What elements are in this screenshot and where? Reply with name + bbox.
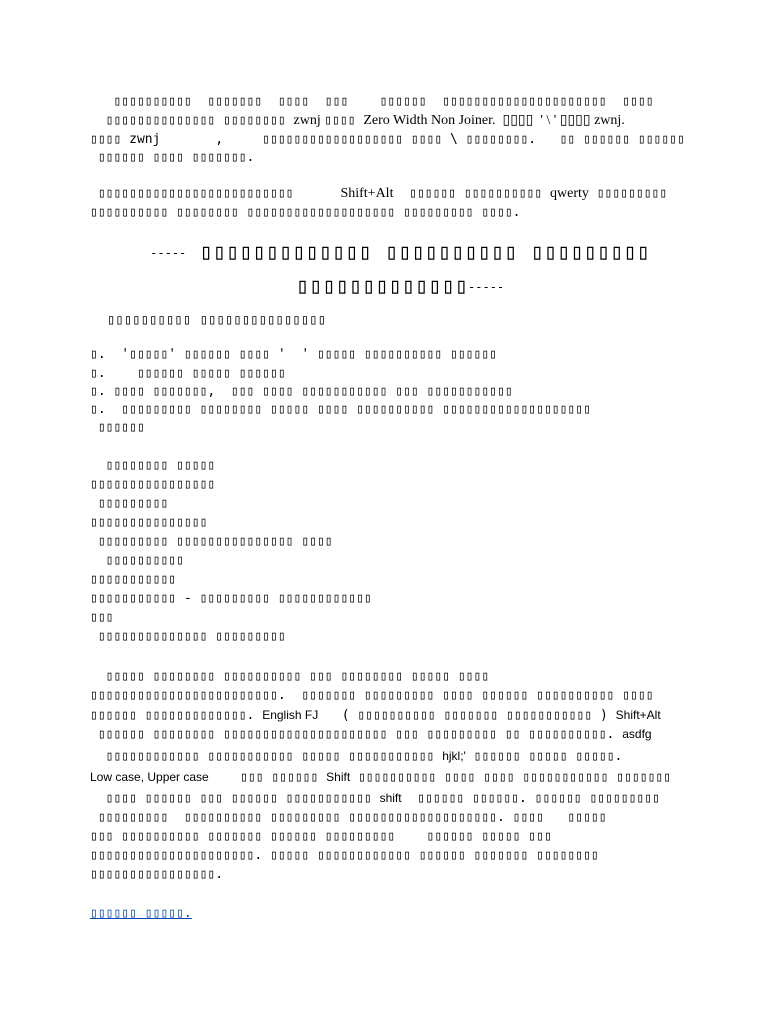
word-item: ▯▯▯▯▯▯▯▯▯▯▯▯▯▯▯▯ (90, 477, 216, 492)
shift-line-1 (90, 186, 667, 202)
heading-line-2: ▯▯▯▯▯▯▯▯▯▯▯▯▯ (295, 274, 469, 299)
para-line-6-text: ▯▯▯ ▯▯▯▯▯▯ (208, 770, 327, 785)
heading-dash-right: ----- (468, 280, 505, 294)
shift-lower-label: shift (379, 791, 402, 805)
para-line-7 (90, 790, 660, 807)
para-line-10: ▯▯▯▯▯▯▯▯▯▯▯▯▯▯▯▯▯▯▯▯▯. ▯▯▯▯▯ ▯▯▯▯▯▯▯▯▯▯▯▯ ▯▯▯▯▯▯ ▯▯▯▯▯▯▯ ▯▯▯▯▯▯▯▯ (90, 848, 599, 863)
word-item: ▯▯▯▯▯▯▯▯▯ (90, 496, 169, 511)
para-line-3-text-b: ( ▯▯▯▯▯▯▯▯▯▯ ▯▯▯▯▯▯▯ ▯▯▯▯▯▯▯▯▯▯▯ ) (318, 708, 616, 723)
english-fj-label: English FJ (262, 708, 319, 722)
shift-line-1-text-b: ▯▯▯▯▯▯ ▯▯▯▯▯▯▯▯▯▯ (393, 186, 551, 201)
para-line-4-text: ▯▯▯▯▯▯ ▯▯▯▯▯▯▯▯ ▯▯▯▯▯▯▯▯▯▯▯▯▯▯▯▯▯▯▯▯▯ ▯▯▯ ▯▯▯▯▯▯▯▯▯ ▯▯ ▯▯▯▯▯▯▯▯▯▯. (90, 727, 623, 742)
para-line-4 (90, 726, 652, 743)
shift-key-label: Shift (326, 770, 351, 784)
intro-line-1: ▯▯▯▯▯▯▯▯▯▯ ▯▯▯▯▯▯▯ ▯▯▯▯ ▯▯▯ ▯▯▯▯▯▯ ▯▯▯▯▯▯▯▯▯▯▯▯▯▯▯▯▯▯▯▯▯ ▯▯▯▯ (90, 94, 654, 109)
intro-line-2-text: ▯▯▯▯▯▯▯▯▯▯▯▯▯▯ ▯▯▯▯▯▯▯▯ (90, 113, 294, 128)
word-item: ▯▯▯▯▯▯▯▯▯▯▯▯▯▯▯ (90, 515, 208, 530)
para-line-6 (90, 769, 671, 786)
para-line-2: ▯▯▯▯▯▯▯▯▯▯▯▯▯▯▯▯▯▯▯▯▯▯▯▯. ▯▯▯▯▯▯▯ ▯▯▯▯▯▯▯▯▯ ▯▯▯▯ ▯▯▯▯▯▯ ▯▯▯▯▯▯▯▯▯▯ ▯▯▯▯ (90, 688, 654, 703)
para-line-1: ▯▯▯▯▯ ▯▯▯▯▯▯▯▯ ▯▯▯▯▯▯▯▯▯▯ ▯▯▯ ▯▯▯▯▯▯▯▯ ▯▯▯▯▯ ▯▯▯▯ (90, 669, 490, 684)
subheading: ▯▯▯▯▯▯▯▯▯▯ ▯▯▯▯▯▯▯▯▯▯▯▯▯▯▯ (90, 312, 327, 328)
list-item: ▯. ▯▯▯▯ ▯▯▯▯▯▯▯, ▯▯▯ ▯▯▯▯ ▯▯▯▯▯▯▯▯▯▯▯ ▯▯▯ ▯▯▯▯▯▯▯▯▯▯▯ (90, 384, 513, 399)
para-line-9: ▯▯▯ ▯▯▯▯▯▯▯▯▯▯ ▯▯▯▯▯▯▯ ▯▯▯▯▯▯ ▯▯▯▯▯▯▯▯▯ ▯▯▯▯▯▯ ▯▯▯▯▯ ▯▯▯ (90, 829, 552, 844)
para-line-8: ▯▯▯▯▯▯▯▯▯ ▯▯▯▯▯▯▯▯▯▯ ▯▯▯▯▯▯▯▯▯ ▯▯▯▯▯▯▯▯▯▯▯▯▯▯▯▯▯▯▯. ▯▯▯▯ ▯▯▯▯▯ (90, 810, 607, 825)
asdfg-keys: asdfg (622, 727, 652, 741)
para-line-5 (90, 748, 622, 765)
word-item: ▯▯▯▯▯▯▯▯▯▯▯ - ▯▯▯▯▯▯▯▯▯ ▯▯▯▯▯▯▯▯▯▯▯▯ (90, 591, 372, 606)
shift-line-1-text-c: ▯▯▯▯▯▯▯▯▯ (588, 186, 668, 201)
para-line-3-text: ▯▯▯▯▯▯ ▯▯▯▯▯▯▯▯▯▯▯▯▯. (90, 708, 263, 723)
para-line-11: ▯▯▯▯▯▯▯▯▯▯▯▯▯▯▯▯. (90, 867, 224, 882)
word-item: ▯▯▯ (90, 610, 114, 625)
shift-line-2: ▯▯▯▯▯▯▯▯▯▯ ▯▯▯▯▯▯▯▯ ▯▯▯▯▯▯▯▯▯▯▯▯▯▯▯▯▯▯▯ ▯▯▯▯▯▯▯▯▯ ▯▯▯▯. (90, 205, 521, 220)
para-line-7-text: ▯▯▯▯ ▯▯▯▯▯▯ ▯▯▯ ▯▯▯▯▯▯ ▯▯▯▯▯▯▯▯▯▯▯ (90, 791, 380, 806)
para-line-3 (90, 707, 661, 724)
heading-line-1: ▯▯▯▯▯▯▯▯▯▯▯▯▯ ▯▯▯▯▯▯▯▯▯▯ ▯▯▯▯▯▯▯▯▯ (199, 240, 650, 265)
word-item: ▯▯▯▯▯▯▯▯▯▯ (90, 553, 184, 568)
word-item: ▯▯▯▯▯▯▯▯▯▯▯▯▯▯ ▯▯▯▯▯▯▯▯▯ (90, 629, 286, 644)
para-line-7-text-b: ▯▯▯▯▯▯ ▯▯▯▯▯▯. ▯▯▯▯▯▯ ▯▯▯▯▯▯▯▯▯ (401, 791, 660, 806)
para-line-6-text-b: ▯▯▯▯▯▯▯▯▯▯ ▯▯▯▯ ▯▯▯▯ ▯▯▯▯▯▯▯▯▯▯▯ ▯▯▯▯▯▯▯ (350, 770, 672, 785)
intro-zwnj-definition: Zero Width Non Joiner. ▯▯▯▯ ' \ ' ▯▯▯▯ zwnj. (363, 113, 625, 128)
list-item: ▯. ▯▯▯▯▯▯ ▯▯▯▯▯ ▯▯▯▯▯▯ (90, 366, 286, 381)
page-heading (90, 236, 710, 304)
intro-line-2-text-b: ▯▯▯▯ (324, 113, 364, 128)
shift-alt-key: Shift+Alt (340, 186, 394, 201)
intro-line-3: ▯▯▯▯ zwnj , ▯▯▯▯▯▯▯▯▯▯▯▯▯▯▯▯▯▯ ▯▯▯▯ \ ▯▯▯▯▯▯▯▯. ▯▯ ▯▯▯▯▯▯ ▯▯▯▯▯▯ (90, 132, 685, 147)
word-item: ▯▯▯▯▯▯▯▯▯ ▯▯▯▯▯▯▯▯▯▯▯▯▯▯▯ ▯▯▯▯ (90, 534, 333, 549)
intro-zwnj: zwnj (293, 113, 325, 128)
hjkl-keys: hjkl;' (442, 749, 466, 763)
word-item: ▯▯▯▯▯▯▯▯ ▯▯▯▯▯ (90, 458, 216, 473)
word-item: ▯▯▯▯▯▯▯▯▯▯▯ (90, 572, 177, 587)
para-line-5-text: ▯▯▯▯▯▯▯▯▯▯▯▯ ▯▯▯▯▯▯▯▯▯▯▯ ▯▯▯▯▯ ▯▯▯▯▯▯▯▯▯▯▯ (90, 749, 443, 764)
intro-line-4: ▯▯▯▯▯▯ ▯▯▯▯ ▯▯▯▯▯▯▯. (90, 150, 255, 165)
list-item: ▯. '▯▯▯▯▯' ▯▯▯▯▯▯ ▯▯▯▯ ' ' ▯▯▯▯▯ ▯▯▯▯▯▯▯▯▯▯ ▯▯▯▯▯▯ (90, 347, 497, 362)
case-label: Low case, Upper case (90, 770, 209, 784)
list-item: ▯▯▯▯▯▯ (90, 420, 145, 435)
heading-dash-left: ----- (150, 246, 187, 260)
shift-alt-label: Shift+Alt (615, 708, 661, 722)
document-link[interactable]: ▯▯▯▯▯▯ ▯▯▯▯▯. (90, 906, 192, 921)
qwerty-key: qwerty (550, 186, 589, 201)
intro-line-2 (90, 113, 625, 129)
para-line-5-text-b: ▯▯▯▯▯▯ ▯▯▯▯▯ ▯▯▯▯▯. (465, 749, 623, 764)
list-item: ▯. ▯▯▯▯▯▯▯▯▯ ▯▯▯▯▯▯▯▯ ▯▯▯▯▯ ▯▯▯▯ ▯▯▯▯▯▯▯▯▯▯ ▯▯▯▯▯▯▯▯▯▯▯▯▯▯▯▯▯▯▯ (90, 402, 591, 417)
shift-line-1-text: ▯▯▯▯▯▯▯▯▯▯▯▯▯▯▯▯▯▯▯▯▯▯▯▯▯ (90, 186, 341, 201)
